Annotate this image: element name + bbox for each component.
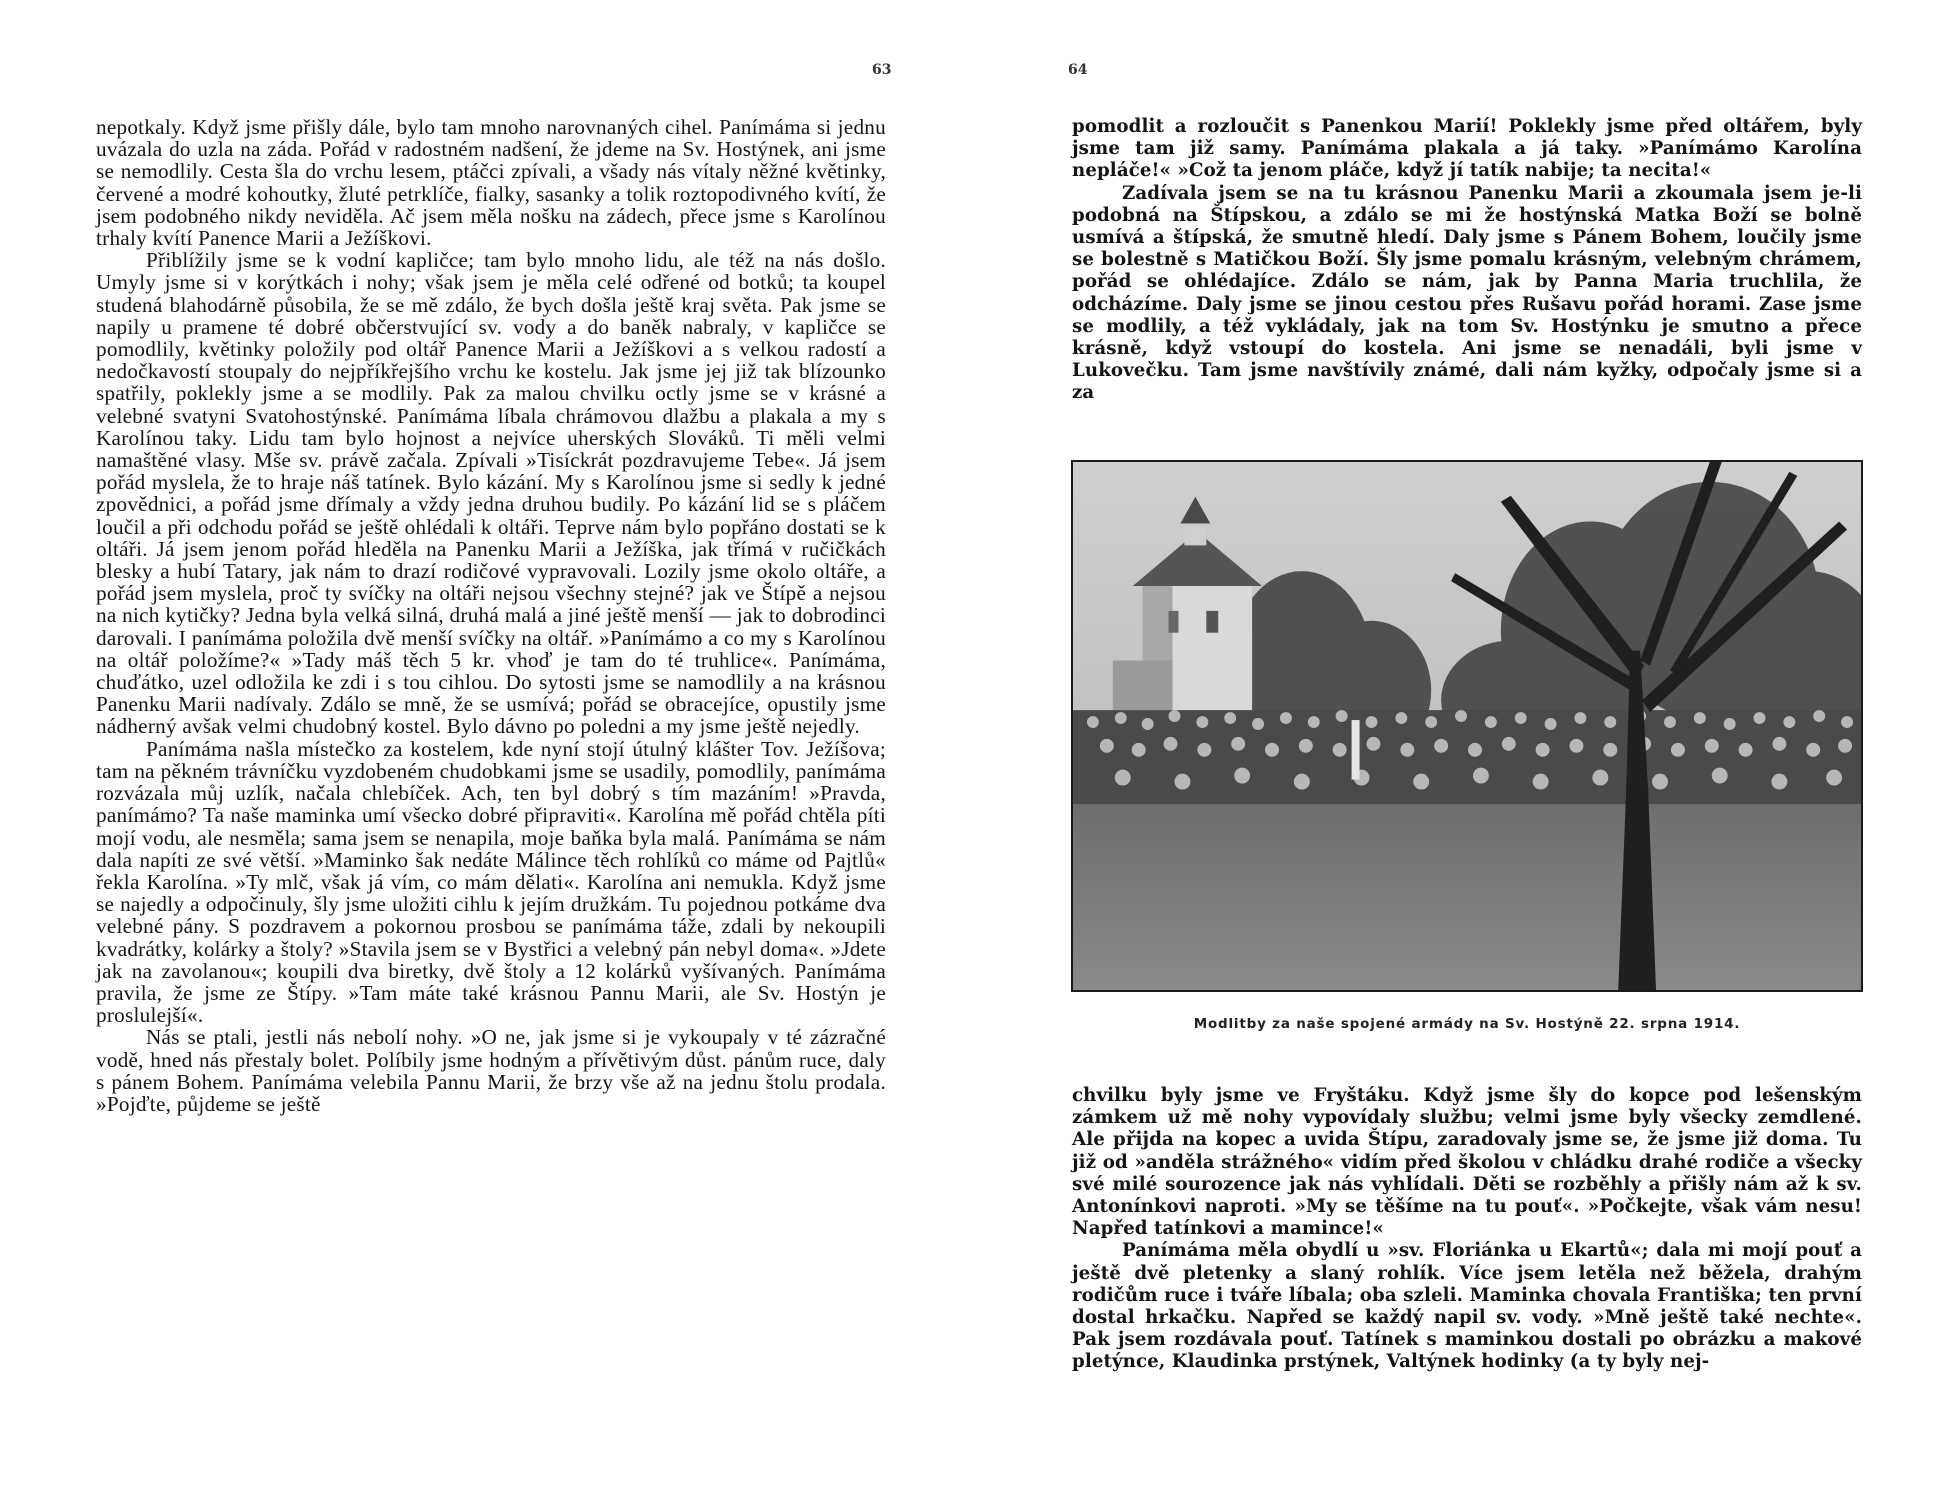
page-number: 63: [872, 62, 892, 78]
right-page-top-text: [1072, 116, 1862, 405]
photograph-image: [1073, 462, 1861, 990]
paragraph: Přiblížily jsme se k vodní kapličce; tam bylo mnoho lidu, ale též na nás došlo. Umyly jsme si v korýtkách i nohy; však jsem je měla celé odřené od botků; ta koupel studená blahodárně působila, že se mě zdálo, že bych došla ještě kraj světa. Pak jsme se napily u pramene té dobré občerstvující sv. vody a do baněk nabraly, v kapličce se pomodlily, květinky položily pod oltář Panence Marii a Ježíškovi a s velkou radostí a nedočkavostí stoupaly do nejpříkřejšího vrchu ke kostelu. Jak jsme jej již tak blízounko spatřily, poklekly jsme a se modlily. Pak za malou chvilku octly jsme se v krásné a velebné svatyni Svatohostýnské. Panímáma líbala chrámovou dlažbu a plakala a my s Karolínou taky. Lidu tam bylo hojnost a nejvíce uherských Slováků. Ti měli velmi namaštěné vlasy. Mše sv. právě začala. Zpívali »Tisíckrát pozdravujeme Tebe«. Já jsem pořád myslela, že to hraje náš tatínek. Bylo kázání. My s Karolínou jsme si sedly k jedné zpovědnici, a pořád jsme dřímaly a vždy jedna druhou budily. Po kázání lid se s pláčem loučil a při odchodu pořád se ještě ohlédali k oltáři. Teprve nám bylo popřáno dostati se k oltáři. Já jsem jenom pořád hleděla na Panenku Marii a Ježíška, jak třímá v ručičkách blesky a hubí Tatary, jak nám to drazí rodičové vypravovali. Lozily jsme okolo oltáře, a pořád jsem myslela, proč ty svíčky na oltáři nejsou všechny stejné? jak ve Štípě a nejsou na nich kytičky? Jedna byla velká silná, druhá malá a jiné ještě menší — jak to dobrodinci darovali. I panímáma položila dvě menší svíčky na oltář. »Panímámo a co my s Karolínou na oltář položíme?« »Tady máš těch 5 kr. vhoď je tam do té truhlice«. Panímáma, chuďátko, uzel odložila ke zdi i s tou cihlou. Do sytosti jsme se namodlily a na krásnou Panenku Marii nadívaly. Zdálo se mně, že se usmívá; pořád se obracejíce, opustily jsme nádherný avšak velmi chudobný kostel. Bylo dávno po poledni a my jsme ještě nejedly.: [96, 248, 886, 739]
paragraph: Nás se ptali, jestli nás nebolí nohy. »O ne, jak jsme si je vykoupaly v té zázračné vodě, hned nás přestaly bolet. Políbily jsme hodným a přívětivým důst. pánům ruce, daly s pánem Bohem. Panímáma velebila Pannu Marii, že brzy vše až na jednu štolu prodala. »Pojďte, půjdeme se ještě: [96, 1025, 886, 1116]
crowd: [1073, 710, 1861, 804]
right-page: [973, 0, 1946, 1500]
paragraph: Panímáma měla obydlí u »sv. Floriánka u Ekartů«; dala mi mojí pouť a ještě dvě pletenky a slaný rohlík. Více jsem letěla než běžela, drahým rodičům ruce i tváře líbala; oba szleli. Maminka chovala Františka; ten první dostal hrkačku. Napřed se každý napil sv. vody. »Mně ještě také nechte«. Pak jsem rozdávala pouť. Tatínek s maminkou dostali po obrázku a makové pletýnce, Klaudinka prstýnek, Valtýnek hodinky (a ty byly nej-: [1072, 1240, 1862, 1373]
paragraph: nepotkaly. Když jsme přišly dále, bylo tam mnoho narovnaných cihel. Panímáma si jednu uvázala do uzla na záda. Pořád v radostném nadšení, že jdeme na Sv. Hostýnek, ani jsme se nemodlily. Cesta šla do vrchu lesem, ptáčci zpívali, a všady nás vítaly něžné květinky, červené a modré kohoutky, žluté petrklíče, fialky, sasanky a tolik roztopodivného kvítí, že jsem podobného nikdy neviděla. Ač jsem měla nošku na zádech, přece jsme s Karolínou trhaly kvítí Panence Marii a Ježíškovi.: [96, 115, 886, 251]
photo-caption: Modlitby za naše spojené armády na Sv. Hostýně 22. srpna 1914.: [1193, 1016, 1741, 1032]
paragraph: Zadívala jsem se na tu krásnou Panenku Marii a zkoumala jsem je-li podobná na Štípskou, a zdálo se mi že hostýnská Matka Boží se bolně usmívá a štípská, že smutně hledí. Daly jsme s Pánem Bohem, loučily jsme se bolestně s Matičkou Boží. Šly jsme pomalu krásným, velebným chrámem, pořád se ohlédajíce. Zdálo se nám, jak by Panna Maria truchlila, že odcházíme. Daly jsme se jinou cestou přes Rušavu pořád horami. Zase jsme se modlily, a též vykládaly, jak na tom Sv. Hostýnku je smutno a přece krásně, když vstoupí do kostela. Ani jsme se nenadáli, byli jsme v Lukovečku. Tam jsme navštívily známé, dali nám kyžky, odpočaly jsme si a za: [1072, 182, 1862, 404]
pilgrimage-photograph: [1071, 460, 1863, 992]
paragraph: chvilku byly jsme ve Fryštáku. Když jsme šly do kopce pod lešenským zámkem už mě nohy vypovídaly službu; velmi jsme byly všecky zemdlené. Ale přijda na kopec a uvida Štípu, zaradovaly jsme se, že jsme již doma. Tu již od »anděla strážného« vidím před školou v chládku drahé rodiče a všecky své milé sourozence jak nás vyhlídali. Děti se rozběhly a přišly nám až k sv. Antonínkovi naproti. »My se těšíme na tu pouť«. »Počkejte, však vám nesu! Napřed tatínkovi a mamince!«: [1072, 1085, 1862, 1240]
paragraph: Panímáma našla místečko za kostelem, kde nyní stojí útulný klášter Tov. Ježíšova; tam na pěkném trávníčku vyzdobeném chudobkami jsme se usadily, pomodlily, panímáma rozvázala můj uzlík, načala chlebíček. Ach, ten byl dobrý s tím mazáním! »Pravda, panímámo? Ta naše maminka umí všecko dobré připraviti«. Karolína mě pořád chtěla píti mojí vodu, ale nesměla; sama jsem se nenapila, moje baňka byla malá. Panímáma se nám dala napíti ze své větší. »Maminko šak nedáte Málince těch rohlíků co máme od Pajtlů« řekla Karolína. »Ty mlč, však já vím, co mám dělati«. Karolína ani nemukla. Když jsme se najedly a odpočinuly, šly jsme uložiti cihlu k jejím družkám. Tu pojednou potkáme dva velebné pány. S pozdravem a pokornou prosbou se panímáma táže, zdali by nekoupili kvadrátky, kolárky a štoly? »Stavila jsem se v Bystřici a velebný pán nebyl doma«. »Jdete jak na zavolanou«; koupili dva biretky, dvě štoly a 12 kolárků vyšívaných. Panímáma pravila, že jsme ze Štípy. »Tam máte také krásnou Pannu Marii, ale Sv. Hostýn je proslulejší«.: [96, 736, 886, 1028]
right-page-bottom-text: [1072, 1085, 1862, 1374]
grass-lawn: [1073, 804, 1861, 990]
paragraph: pomodlit a rozloučit s Panenkou Marií! Poklekly jsme před oltářem, byly jsme tam již samy. Panímáma plakala a já taky. »Panímámo Karolína nepláče!« »Což ta jenom pláče, když jí tatík nabije; ta necita!«: [1072, 116, 1862, 182]
left-page-text: [96, 116, 886, 1115]
statue: [1352, 720, 1360, 780]
page-number: 64: [1068, 62, 1088, 78]
